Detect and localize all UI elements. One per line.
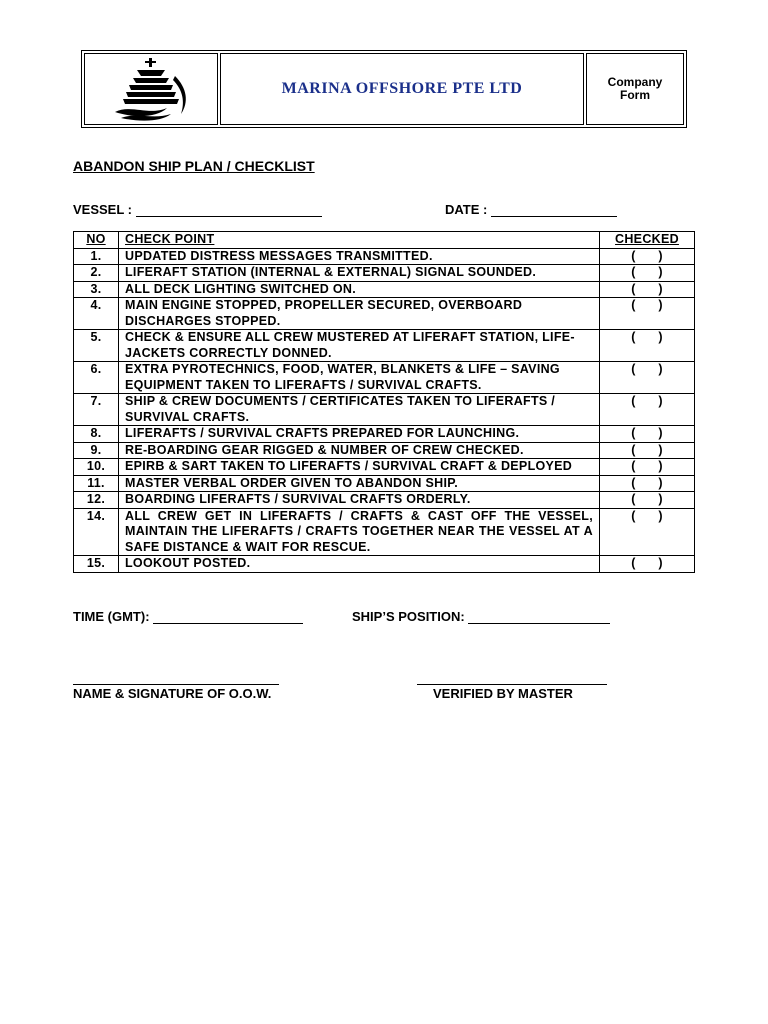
header-checked: CHECKED [600, 232, 695, 249]
row-check-point: MAIN ENGINE STOPPED, PROPELLER SECURED, OVERBOARD DISCHARGES STOPPED. [119, 298, 600, 330]
row-no: 7. [74, 394, 119, 426]
vessel-input-line[interactable] [136, 204, 322, 217]
form-label-line1: Company [607, 75, 663, 89]
checked-box[interactable]: ( ) [600, 281, 695, 298]
checked-box[interactable]: ( ) [600, 265, 695, 282]
checked-box[interactable]: ( ) [600, 394, 695, 426]
date-label: DATE : [445, 202, 488, 217]
checked-box[interactable]: ( ) [600, 442, 695, 459]
company-name-cell [220, 53, 584, 125]
row-no: 3. [74, 281, 119, 298]
checked-box[interactable]: ( ) [600, 475, 695, 492]
master-signature-line[interactable] [417, 684, 607, 685]
table-row [74, 442, 695, 459]
ship-position-input-line[interactable] [468, 611, 610, 624]
checked-box[interactable]: ( ) [600, 298, 695, 330]
checked-box[interactable]: ( ) [600, 556, 695, 573]
time-gmt-input-line[interactable] [153, 611, 303, 624]
date-field [445, 202, 617, 217]
table-row [74, 459, 695, 476]
checked-box[interactable]: ( ) [600, 426, 695, 443]
header-no: NO [74, 232, 119, 249]
document-header [81, 50, 687, 128]
table-row [74, 362, 695, 394]
table-row [74, 394, 695, 426]
oow-signature-line[interactable] [73, 684, 279, 685]
row-check-point: MASTER VERBAL ORDER GIVEN TO ABANDON SHIP. [119, 475, 600, 492]
checked-box[interactable]: ( ) [600, 459, 695, 476]
time-gmt-field [73, 609, 303, 624]
form-label-line2: Form [620, 88, 650, 102]
row-check-point: SHIP & CREW DOCUMENTS / CERTIFICATES TAKEN TO LIFERAFTS / SURVIVAL CRAFTS. [119, 394, 600, 426]
table-row [74, 298, 695, 330]
checked-box[interactable]: ( ) [600, 330, 695, 362]
row-no: 12. [74, 492, 119, 509]
row-check-point: LIFERAFTS / SURVIVAL CRAFTS PREPARED FOR LAUNCHING. [119, 426, 600, 443]
table-row [74, 248, 695, 265]
row-check-point: LOOKOUT POSTED. [119, 556, 600, 573]
company-name: MARINA OFFSHORE PTE LTD [281, 80, 523, 97]
row-no: 5. [74, 330, 119, 362]
checked-box[interactable]: ( ) [600, 248, 695, 265]
ship-logo-icon [111, 56, 191, 122]
company-form-cell [586, 53, 684, 125]
header-check-point: CHECK POINT [119, 232, 600, 249]
vessel-field [73, 202, 322, 217]
row-check-point: ALL DECK LIGHTING SWITCHED ON. [119, 281, 600, 298]
table-row [74, 281, 695, 298]
checked-box[interactable]: ( ) [600, 508, 695, 556]
row-check-point: EPIRB & SART TAKEN TO LIFERAFTS / SURVIVAL CRAFT & DEPLOYED [119, 459, 600, 476]
row-check-point: LIFERAFT STATION (INTERNAL & EXTERNAL) SIGNAL SOUNDED. [119, 265, 600, 282]
row-no: 1. [74, 248, 119, 265]
row-no: 11. [74, 475, 119, 492]
row-no: 15. [74, 556, 119, 573]
ship-position-label: SHIP’S POSITION: [352, 609, 465, 624]
table-row [74, 475, 695, 492]
table-row [74, 330, 695, 362]
date-input-line[interactable] [491, 204, 617, 217]
row-no: 8. [74, 426, 119, 443]
logo-cell [84, 53, 218, 125]
row-check-point: UPDATED DISTRESS MESSAGES TRANSMITTED. [119, 248, 600, 265]
row-check-point: ALL CREW GET IN LIFERAFTS / CRAFTS & CAST OFF THE VESSEL, MAINTAIN THE LIFERAFTS / CRAFTS TOGETHER NEAR THE VESSEL AT A SAFE DISTANCE & WAIT FOR RESCUE. [119, 508, 600, 556]
table-row [74, 556, 695, 573]
oow-signature-label: NAME & SIGNATURE OF O.O.W. [73, 686, 272, 701]
time-gmt-label: TIME (GMT): [73, 609, 150, 624]
ship-position-field [352, 609, 610, 624]
row-check-point: RE-BOARDING GEAR RIGGED & NUMBER OF CREW CHECKED. [119, 442, 600, 459]
table-row [74, 508, 695, 556]
page-title: ABANDON SHIP PLAN / CHECKLIST [73, 158, 315, 174]
checked-box[interactable]: ( ) [600, 492, 695, 509]
row-no: 10. [74, 459, 119, 476]
row-check-point: EXTRA PYROTECHNICS, FOOD, WATER, BLANKETS & LIFE – SAVING EQUIPMENT TAKEN TO LIFERAFTS / SURVIVAL CRAFTS. [119, 362, 600, 394]
row-no: 4. [74, 298, 119, 330]
row-check-point: CHECK & ENSURE ALL CREW MUSTERED AT LIFERAFT STATION, LIFE-JACKETS CORRECTLY DONNED. [119, 330, 600, 362]
row-no: 14. [74, 508, 119, 556]
table-row [74, 265, 695, 282]
table-header-row [74, 232, 695, 249]
row-no: 9. [74, 442, 119, 459]
row-no: 6. [74, 362, 119, 394]
vessel-label: VESSEL : [73, 202, 133, 217]
row-check-point: BOARDING LIFERAFTS / SURVIVAL CRAFTS ORDERLY. [119, 492, 600, 509]
checked-box[interactable]: ( ) [600, 362, 695, 394]
table-row [74, 492, 695, 509]
checklist-table [73, 231, 695, 573]
row-no: 2. [74, 265, 119, 282]
master-verified-label: VERIFIED BY MASTER [433, 686, 573, 701]
table-row [74, 426, 695, 443]
